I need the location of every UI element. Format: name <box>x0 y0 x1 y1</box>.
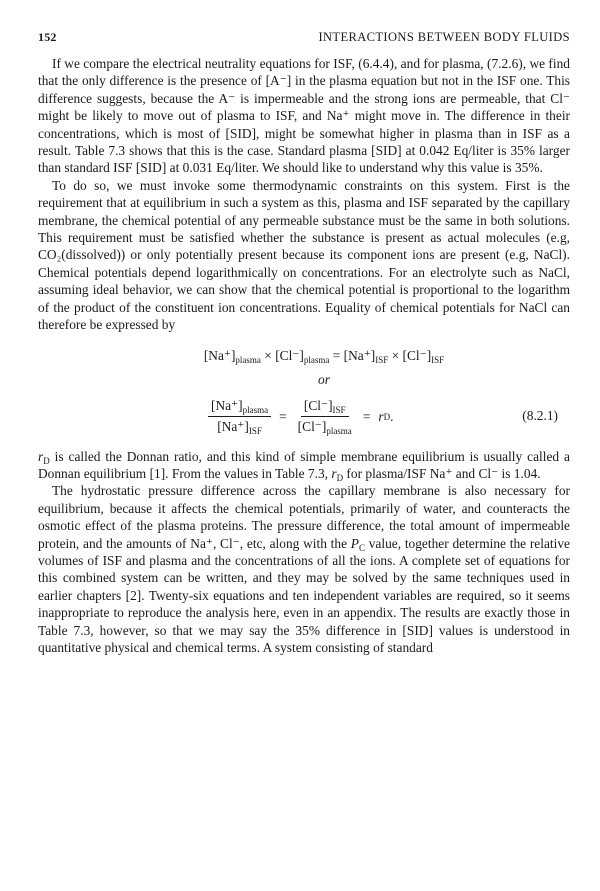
paragraph-4: The hydrostatic pressure difference across the capillary membrane is also necessary for equilibrium, because it affects the chemical potentials, primarily of water, and counteracts the osmotic effect of the plasma proteins. The pressure difference, the total amount of impermeable protein, and the amounts of Na⁺, Cl⁻, etc, along with the $P_C$ value, together determine the relative volumes of ISF and plasma and the concentrations of all the ions. A complete set of equations for this combined system can be written, and they may be solved by the same techniques used in earlier chapters [2]. Twenty-six equations and ten independent variables are required, so it seems inappropriate to reproduce the analysis here, even in an appendix. The results are exactly those in Table 7.3, however, so that we may say the 35% difference in [SID] values is understood in quantitative physical and chemical terms. A system consisting of standard <box>38 483 570 655</box>
page-number: 152 <box>38 30 57 44</box>
fraction-sodium: $\frac{[Na^+]_{plasma}}{[Na^+]_{ISF}}$ <box>208 398 271 435</box>
page-header <box>38 30 570 45</box>
equation-donnan-ratio: $\frac{[Na^+]_{plasma}}{[Na^+]_{ISF}}$ = $\frac{[Cl^-]_{ISF}}{[Cl^-]_{plasma}}$ = r D . (8.2.1) <box>38 394 570 440</box>
equation-or-label: or <box>318 371 330 387</box>
equation-product: $[Na^+]_{plasma} \times [Cl^-]_{plasma} = [Na^+]_{ISF} \times [Cl^-]_{ISF}$ <box>203 347 445 365</box>
equation-number: (8.2.1) <box>522 407 558 423</box>
fraction-chloride: $\frac{[Cl^-]_{ISF}}{[Cl^-]_{plasma}}$ <box>297 398 352 436</box>
running-title: INTERACTIONS BETWEEN BODY FLUIDS <box>318 30 570 44</box>
paragraph-3: $r_D$ is called the Donnan ratio, and this kind of simple membrane equilibrium is usually called a Donnan equilibrium [1]. From the values in Table 7.3, $r_D$ for plasma/ISF Na⁺ and Cl⁻ is 1.04. <box>38 448 570 483</box>
paragraph-2: To do so, we must invoke some thermodynamic constraints on this system. First is the requirement that at equilibrium in such a system as this, plasma and ISF separated by the capillary membrane, the chemical potential of any permeable substance must be the same in both solutions. This requirement must be satisfied whether the substance is present as actual molecules (e.g, CO₂(dissolved)) or only potentially present because its component ions are present (e.g, NaCl). Chemical potentials depend logarithmically on concentrations. For an electrolyte such as NaCl, assuming ideal behavior, we can show that the chemical potential is proportional to the logarithm of the product of the constituent ion concentrations. Equality of chemical potentials for NaCl can therefore be expressed by <box>38 177 570 333</box>
book-page <box>38 30 570 656</box>
paragraph-1: If we compare the electrical neutrality equations for ISF, (6.4.4), and for plasma, (7.2.6), we find that the only difference is the presence of [A⁻] in the plasma equation but not in the ISF one. This difference suggests, because the A⁻ is impermeable and the strong ions are permeable, that Cl⁻ might be likely to move out of plasma to ISF, and Na⁺ might move in. The difference in their concentrations, which is most of [SID], might be somewhat higher in plasma than in ISF as a result. Table 7.3 shows that this is the case. Standard plasma [SID] at 0.042 Eq/liter is 35% larger than standard ISF [SID] at 0.031 Eq/liter. We should like to understand why this value is 35%. <box>38 56 570 176</box>
